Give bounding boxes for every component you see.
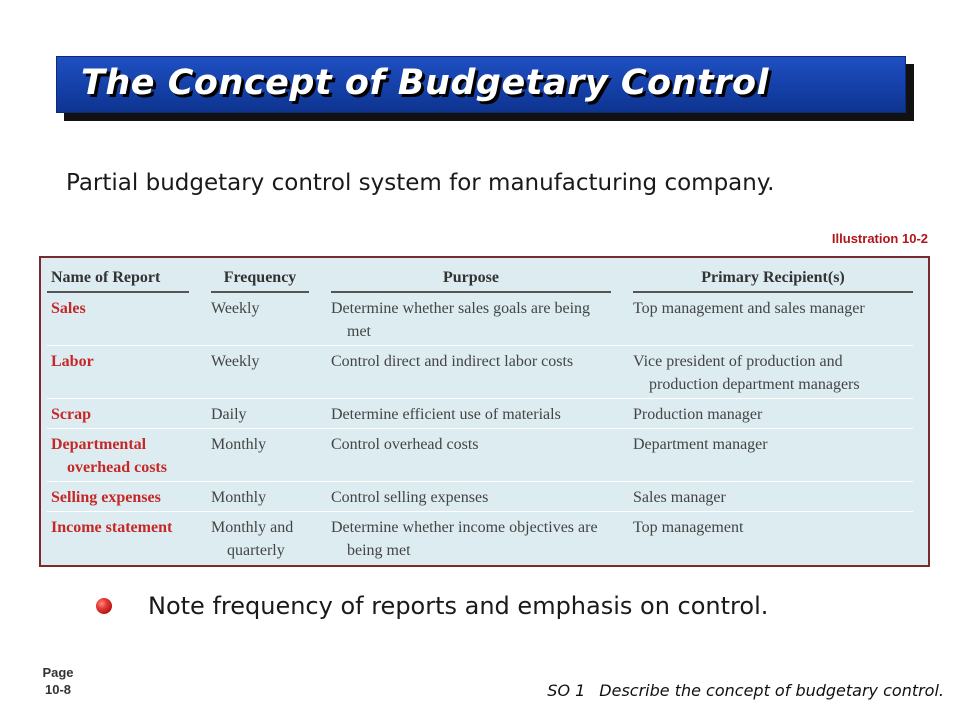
page-label: Page bbox=[42, 665, 74, 680]
report-purpose: Control overhead costs bbox=[331, 436, 479, 453]
report-purpose: Determine whether income objectives are being met bbox=[331, 519, 598, 559]
report-recipient: Sales manager bbox=[633, 489, 726, 506]
page-number: 10-8 bbox=[44, 682, 72, 697]
report-recipient: Vice president of production and production department managers bbox=[633, 353, 860, 393]
table-header-row bbox=[47, 266, 913, 292]
report-name: Scrap bbox=[51, 406, 91, 423]
study-objective-text: Describe the concept of budgetary control. bbox=[599, 681, 944, 700]
header-name-of-report: Name of Report bbox=[47, 266, 189, 292]
report-frequency: Monthly and quarterly bbox=[211, 519, 294, 559]
report-purpose: Control selling expenses bbox=[331, 489, 489, 506]
report-name: Selling expenses bbox=[51, 489, 161, 506]
table-row bbox=[47, 399, 913, 429]
header-frequency: Frequency bbox=[211, 266, 309, 292]
report-frequency: Weekly bbox=[211, 353, 260, 370]
table-row bbox=[47, 482, 913, 512]
report-recipient: Top management and sales manager bbox=[633, 300, 865, 317]
report-name: Income statement bbox=[51, 519, 173, 536]
header-primary-recipients: Primary Recipient(s) bbox=[633, 266, 913, 292]
page-indicator bbox=[38, 664, 78, 698]
illustration-label: Illustration 10-2 bbox=[831, 231, 928, 246]
report-purpose: Determine efficient use of materials bbox=[331, 406, 561, 423]
report-name: Labor bbox=[51, 353, 94, 370]
report-frequency: Daily bbox=[211, 406, 247, 423]
slide-subtitle: Partial budgetary control system for manufacturing company. bbox=[66, 170, 775, 196]
report-table bbox=[47, 266, 913, 564]
report-frequency: Monthly bbox=[211, 489, 267, 506]
report-frequency: Weekly bbox=[211, 300, 260, 317]
report-name: Sales bbox=[51, 300, 86, 317]
report-recipient: Production manager bbox=[633, 406, 763, 423]
table-row bbox=[47, 346, 913, 399]
bullet-icon bbox=[96, 598, 112, 614]
report-name: Departmental overhead costs bbox=[51, 436, 167, 476]
table-row bbox=[47, 429, 913, 482]
report-recipient: Department manager bbox=[633, 436, 768, 453]
report-recipient: Top management bbox=[633, 519, 744, 536]
budget-report-table bbox=[39, 256, 930, 567]
slide-title: The Concept of Budgetary Control bbox=[81, 63, 770, 103]
title-bar bbox=[56, 56, 906, 113]
table-row bbox=[47, 512, 913, 565]
table-row bbox=[47, 292, 913, 346]
study-objective-footer bbox=[547, 681, 944, 700]
study-objective-number: SO 1 bbox=[547, 681, 586, 700]
header-purpose: Purpose bbox=[331, 266, 611, 292]
report-purpose: Determine whether sales goals are being met bbox=[331, 300, 591, 340]
note-text: Note frequency of reports and emphasis on control. bbox=[148, 592, 769, 620]
report-purpose: Control direct and indirect labor costs bbox=[331, 353, 574, 370]
report-frequency: Monthly bbox=[211, 436, 267, 453]
